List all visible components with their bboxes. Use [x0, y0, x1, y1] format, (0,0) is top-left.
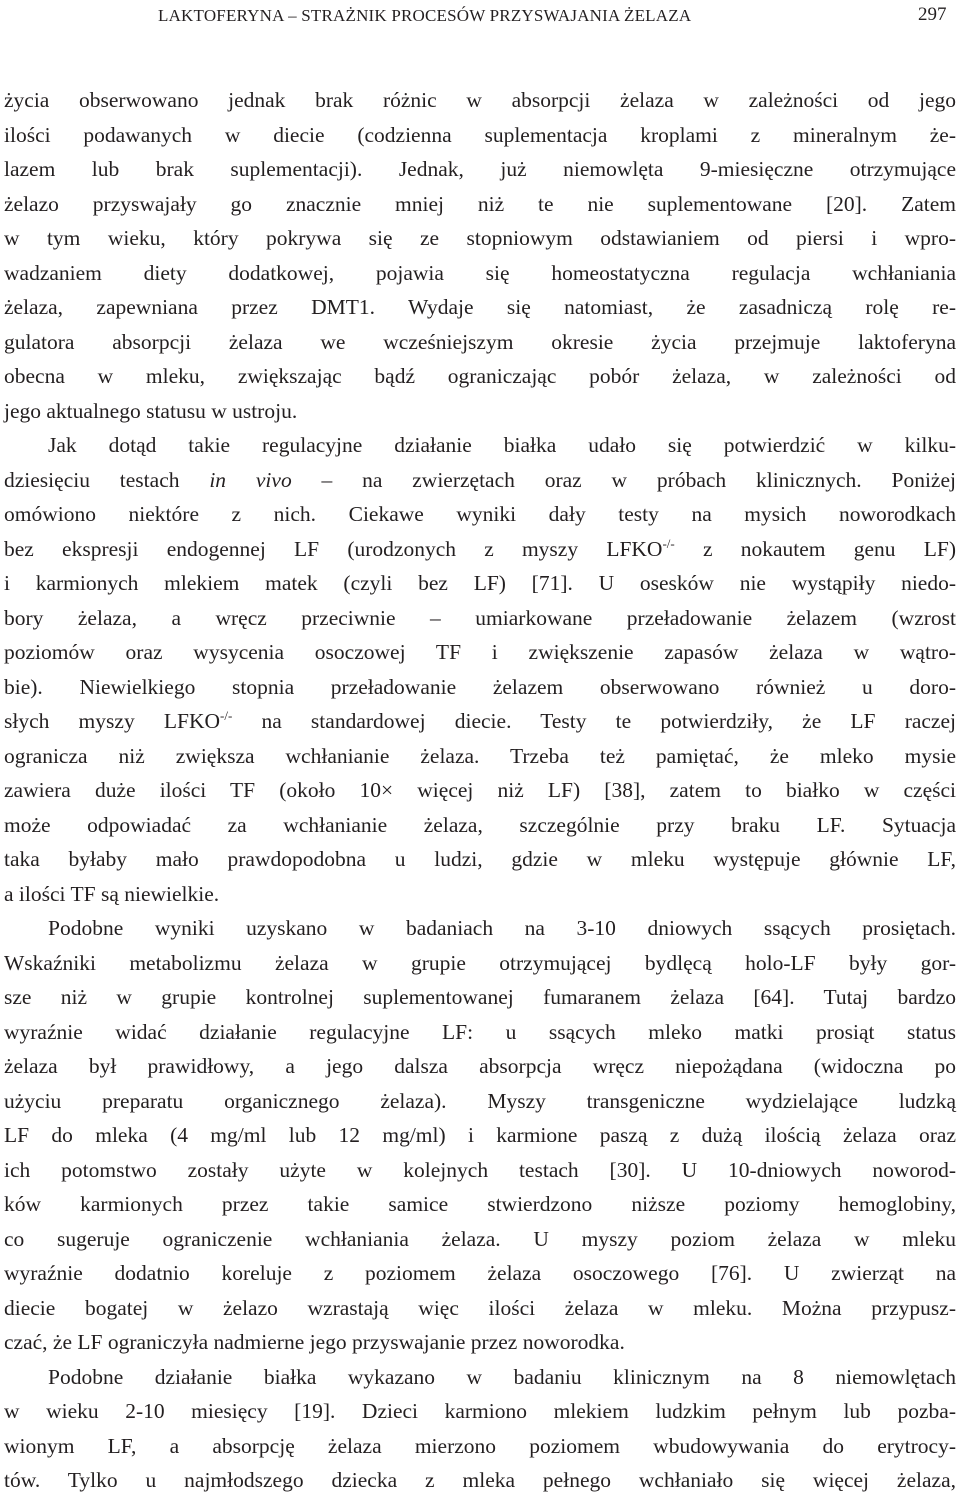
- text-segment: żelaza, zapewniana przez DMT1. Wydaje się natomiast, że zasadniczą rolę re-: [4, 295, 956, 319]
- text-line: [4, 566, 956, 601]
- text-line: [4, 1015, 956, 1050]
- text-segment: LF do mleka (4 mg/ml lub 12 mg/ml) i karmione paszą z dużą ilością żelaza oraz: [4, 1123, 956, 1147]
- text-line: [4, 428, 956, 463]
- text-segment: jego aktualnego statusu w ustroju.: [4, 398, 298, 423]
- text-segment: z nokautem genu LF): [674, 536, 956, 561]
- text-line: [4, 83, 956, 118]
- superscript-text: -/-: [220, 707, 233, 723]
- text-segment: ogranicza niż zwiększa wchłanianie żelaza. Trzeba też pamiętać, że mleko mysie: [4, 743, 956, 768]
- text-segment: wyraźnie dodatnio koreluje z poziomem żelaza osoczowego [76]. U zwierząt na: [4, 1261, 956, 1285]
- text-line: [4, 670, 956, 705]
- text-segment: ich potomstwo zostały użyte w kolejnych testach [30]. U 10-dniowych noworod-: [4, 1157, 956, 1182]
- text-line: [4, 946, 956, 981]
- text-segment: i karmionych mlekiem matek (czyli bez LF) [71]. U osesków nie wystąpiły niedo-: [4, 571, 956, 595]
- text-line: [4, 1256, 956, 1291]
- text-line: [4, 187, 956, 222]
- text-line: [4, 1187, 956, 1222]
- text-segment: Podobne wyniki uzyskano w badaniach na 3-10 dniowych ssących prosiętach.: [48, 916, 956, 940]
- text-segment: ilości podawanych w diecie (codzienna suplementacja kroplami z mineralnym że-: [4, 122, 956, 147]
- text-segment: wyraźnie widać działanie regulacyjne LF: u ssących mleko matki prosiąt status: [4, 1019, 956, 1044]
- text-segment: użyciu preparatu organicznego żelaza). Myszy transgeniczne wydzielające ludzką: [4, 1088, 956, 1113]
- text-segment: słych myszy LFKO: [4, 709, 221, 733]
- text-line: [4, 1325, 956, 1360]
- text-segment: gulatora absorpcji żelaza we wcześniejszym okresie życia przejmuje laktoferyna: [4, 329, 956, 354]
- text-line: [4, 1429, 956, 1464]
- text-line: [4, 911, 956, 946]
- text-segment: co sugeruje ograniczenie wchłaniania żelaza. U myszy poziom żelaza w mleku: [4, 1226, 956, 1251]
- text-line: [4, 842, 956, 877]
- text-line: [4, 1291, 956, 1326]
- text-line: [4, 980, 956, 1015]
- text-segment: taka byłaby mało prawdopodobna u ludzi, gdzie w mleku występuje głównie LF,: [4, 847, 956, 871]
- text-line: [4, 1049, 956, 1084]
- text-segment: życia obserwowano jednak brak różnic w absorpcji żelaza w zależności od jego: [4, 88, 956, 112]
- text-segment: żelaza był prawidłowy, a jego dalsza absorpcja wręcz niepożądana (widoczna po: [4, 1054, 956, 1078]
- text-line: [4, 1463, 956, 1498]
- page-number: 297: [918, 4, 947, 25]
- text-segment: omówiono niektóre z nich. Ciekawe wyniki dały testy na mysich noworodkach: [4, 502, 956, 526]
- italic-text: in vivo: [209, 467, 292, 492]
- superscript-text: -/-: [662, 535, 675, 551]
- text-segment: bez ekspresji endogennej LF (urodzonych z myszy LFKO: [4, 536, 663, 561]
- text-line: [4, 739, 956, 774]
- text-line: [4, 118, 956, 153]
- text-segment: lazem lub brak suplementacji). Jednak, już niemowlęta 9-miesięczne otrzymujące: [4, 157, 956, 181]
- body-text: [4, 83, 956, 1492]
- text-segment: zawiera duże ilości TF (około 10× więcej niż LF) [38], zatem to białko w części: [4, 778, 956, 802]
- text-line: [4, 1360, 956, 1395]
- text-segment: bie). Niewielkiego stopnia przeładowanie żelazem obserwowano również u doro-: [4, 674, 956, 699]
- text-line: [4, 877, 956, 912]
- text-segment: wionym LF, a absorpcję żelaza mierzono poziomem wbudowywania do erytrocy-: [4, 1433, 956, 1458]
- text-segment: Jak dotąd takie regulacyjne działanie białka udało się potwierdzić w kilku-: [48, 433, 956, 457]
- text-line: [4, 221, 956, 256]
- text-line: [4, 290, 956, 325]
- text-segment: dziesięciu testach: [4, 467, 210, 492]
- text-segment: a ilości TF są niewielkie.: [4, 881, 220, 906]
- text-line: [4, 1118, 956, 1153]
- text-segment: diecie bogatej w żelazo wzrastają więc ilości żelaza w mleku. Można przypusz-: [4, 1295, 956, 1320]
- text-line: [4, 325, 956, 360]
- text-segment: Wskaźniki metabolizmu żelaza w grupie otrzymującej bydlęcą holo-LF były gor-: [4, 950, 956, 975]
- text-line: [4, 601, 956, 636]
- text-segment: w tym wieku, który pokrywa się ze stopniowym odstawianiem od piersi i wpro-: [4, 226, 956, 250]
- text-line: [4, 773, 956, 808]
- text-segment: żelazo przyswajały go znacznie mniej niż te nie suplementowane [20]. Zatem: [4, 191, 956, 216]
- text-line: [4, 1222, 956, 1257]
- text-segment: – na zwierzętach oraz w próbach klinicznych. Poniżej: [291, 467, 956, 492]
- text-segment: czać, że LF ograniczyła nadmierne jego przyswajanie przez noworodka.: [4, 1330, 625, 1354]
- text-line: [4, 463, 956, 498]
- text-line: [4, 808, 956, 843]
- text-line: [4, 497, 956, 532]
- text-line: [4, 394, 956, 429]
- text-line: [4, 635, 956, 670]
- text-segment: bory żelaza, a wręcz przeciwnie – umiarkowane przeładowanie żelazem (wzrost: [4, 605, 956, 630]
- text-line: [4, 256, 956, 291]
- text-line: [4, 1153, 956, 1188]
- text-segment: wadzaniem diety dodatkowej, pojawia się homeostatyczna regulacja wchłaniania: [4, 260, 956, 285]
- text-segment: obecna w mleku, zwiększając bądź ograniczając pobór żelaza, w zależności od: [4, 364, 956, 388]
- text-segment: może odpowiadać za wchłanianie żelaza, szczególnie przy braku LF. Sytuacja: [4, 812, 956, 837]
- text-segment: tów. Tylko u najmłodszego dziecka z mleka pełnego wchłaniało się więcej żelaza,: [4, 1468, 956, 1492]
- text-segment: ków karmionych przez takie samice stwierdzono niższe poziomy hemoglobiny,: [4, 1192, 956, 1216]
- running-head: [0, 0, 960, 50]
- text-segment: na standardowej diecie. Testy te potwierdziły, że LF raczej: [232, 709, 956, 733]
- text-segment: Podobne działanie białka wykazano w badaniu klinicznym na 8 niemowlętach: [48, 1364, 956, 1389]
- text-segment: w wieku 2-10 miesięcy [19]. Dzieci karmiono mlekiem ludzkim pełnym lub pozba-: [4, 1399, 956, 1423]
- text-segment: sze niż w grupie kontrolnej suplementowanej fumaranem żelaza [64]. Tutaj bardzo: [4, 985, 956, 1009]
- text-line: [4, 359, 956, 394]
- text-segment: poziomów oraz wysycenia osoczowej TF i zwiększenie zapasów żelaza w wątro-: [4, 640, 956, 664]
- text-line: [4, 1394, 956, 1429]
- text-line: [4, 1084, 956, 1119]
- text-line: [4, 532, 956, 567]
- text-line: [4, 152, 956, 187]
- text-line: [4, 704, 956, 739]
- running-title: LAKTOFERYNA – STRAŻNIK PROCESÓW PRZYSWAJANIA ŻELAZA: [158, 6, 692, 25]
